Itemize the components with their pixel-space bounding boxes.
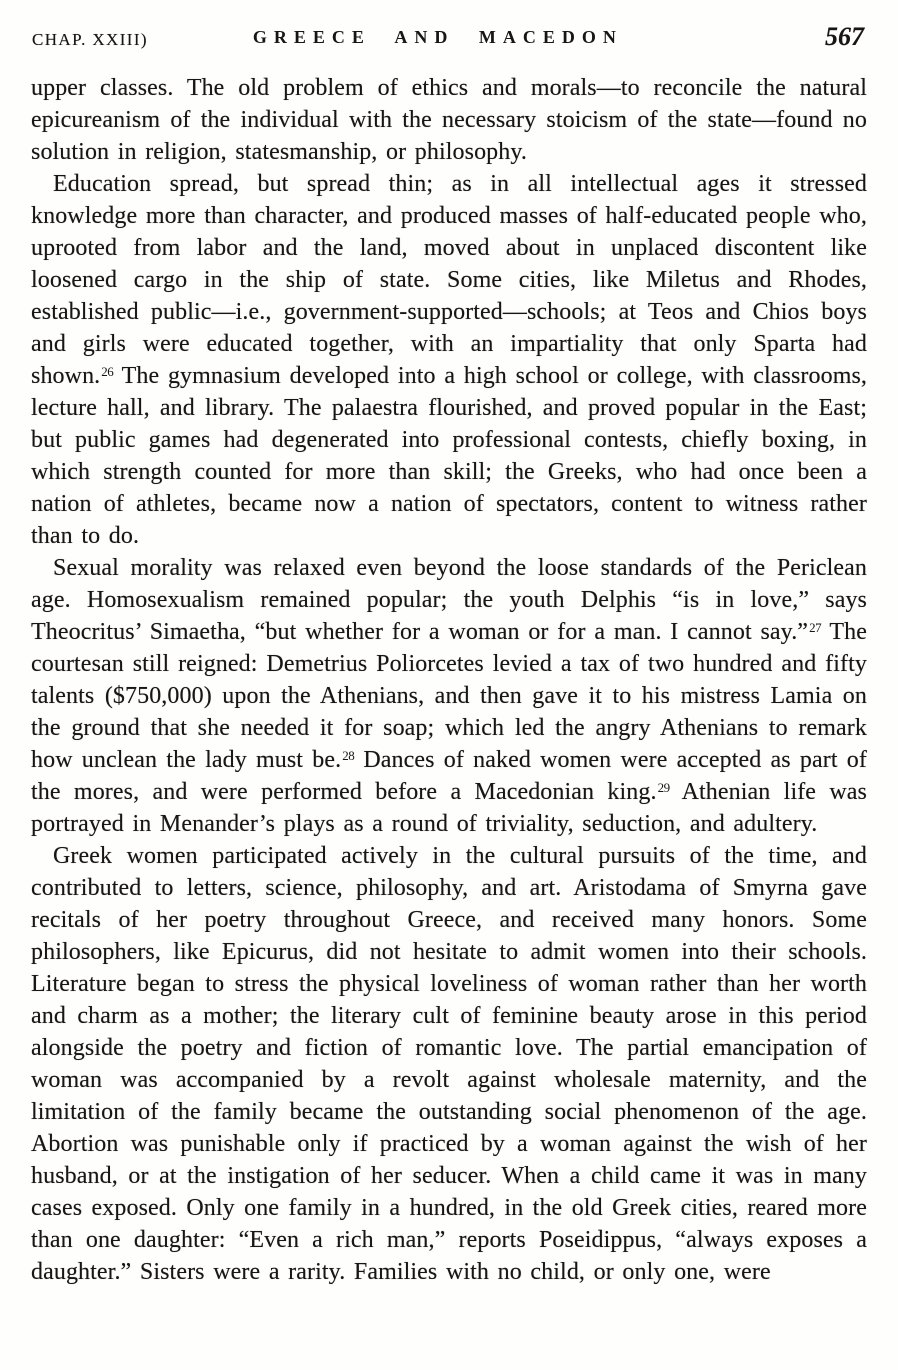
footnote-reference: 26 xyxy=(101,364,114,379)
paragraph: Greek women participated actively in the cultural pursuits of the time, and contributed to letters, science, philosophy, and art. Aristodama of Smyrna gave recitals of her poetry throughout Greece, and received many honors. Some philosophers, like Epicurus, did not hesitate to admit women into their schools. Literature began to stress the physical loveliness of woman rather than her worth and charm as a mother; the literary cult of feminine beauty arose in this period alongside the poetry and fiction of romantic love. The partial emancipation of woman was accompanied by a revolt against wholesale maternity, and the limitation of the family became the outstanding social phenomenon of the age. Abortion was punishable only if practiced by a woman against the wish of her husband, or at the instigation of her seducer. When a child came it was in many cases exposed. Only one family in a hundred, in the old Greek cities, reared more than one daughter: “Even a rich man,” reports Poseidippus, “always exposes a daughter.” Sisters were a rarity. Families with no child, or only one, were xyxy=(31,843,867,1285)
paragraph: Sexual morality was relaxed even beyond the loose standards of the Periclean age. Homosexualism remained popular; the youth Delphis “is in love,” says Theocritus’ Simaetha, “but whether for a woman or for a man. I cannot say.”$^{27}$ The courtesan still reigned: Demetrius Poliorcetes levied a tax of two hundred and fifty talents ($750,000) upon the Athenians, and then gave it to his mistress Lamia on the ground that she needed it for soap; which led the angry Athenians to remark how unclean the lady must be.$^{28}$ Dances of naked women were accepted as part of the mores, and were performed before a Macedonian king.$^{29}$ Athenian life was portrayed in Menander’s plays as a round of triviality, seduction, and adultery. xyxy=(31,555,867,837)
paragraph: Education spread, but spread thin; as in all intellectual ages it stressed knowledge more than character, and produced masses of half-educated people who, uprooted from labor and the land, moved about in unplaced discontent like loosened cargo in the ship of state. Some cities, like Miletus and Rhodes, established public—i.e., government-supported—schools; at Teos and Chios boys and girls were educated together, with an impartiality that only Sparta had shown.$^{26}$ The gymnasium developed into a high school or college, with classrooms, lecture hall, and library. The palaestra flourished, and proved popular in the East; but public games had degenerated into professional contests, chiefly boxing, in which strength counted for more than skill; the Greeks, who had once been a nation of athletes, became now a nation of spectators, content to witness rather than to do. xyxy=(31,171,867,549)
page-number: 567 xyxy=(825,22,864,51)
running-header xyxy=(31,22,867,58)
page-body xyxy=(31,72,867,1288)
footnote-reference: 27 xyxy=(809,620,822,635)
chapter-label: CHAP. XXIII) xyxy=(32,30,148,49)
footnote-reference: 29 xyxy=(657,780,670,795)
footnote-reference: 28 xyxy=(342,748,355,763)
running-title: GREECE AND MACEDON xyxy=(252,27,623,47)
paragraph: upper classes. The old problem of ethics and morals—to reconcile the natural epicureanism of the individual with the necessary stoicism of the state—found no solution in religion, statesmanship, or philosophy. xyxy=(31,75,867,165)
